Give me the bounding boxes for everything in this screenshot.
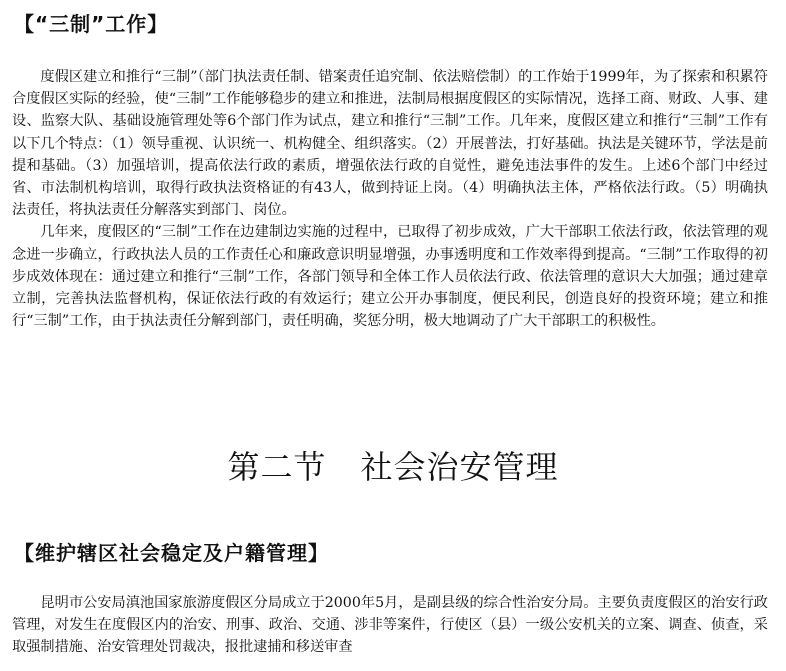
paragraph: 几年来，度假区的“三制”工作在边建制边实施的过程中，已取得了初步成效，广大干部职工依法行政，依法管理的观念进一步确立，行政执法人员的工作责任心和廉政意识明显增强，办事透明度和工作效率得到提高。“三制”工作取得的初步成效体现在：通过建立和推行“三制”工作，各部门领导和全体工作人员依法行政、依法管理的意识大大加强；通过建章立制，完善执法监督机构，保证依法行政的有效运行；建立公开办事制度，便民利民，创造良好的投资环境；建立和推行“三制”工作，由于执法责任分解到部门，责任明确，奖惩分明，极大地调动了广大干部职工的积极性。 bbox=[12, 224, 768, 330]
section-body-social-stability bbox=[12, 592, 768, 659]
section-body-three-systems bbox=[12, 66, 768, 332]
section-name: 社会治安管理 bbox=[360, 448, 559, 486]
paragraph: 昆明市公安局滇池国家旅游度假区分局成立于2000年5月，是副县级的综合性治安分局。主要负责度假区的治安行政管理，对发生在度假区内的治安、刑事、政治、交通、涉非等案件，行使区（县）一级公安机关的立案、调查、侦查，采取强制措施、治安管理处罚裁决，报批逮捕和移送审查 bbox=[12, 595, 768, 656]
section-number: 第二节 bbox=[227, 448, 327, 486]
section-heading-three-systems: 【“三制”工作】 bbox=[14, 12, 169, 36]
paragraph: 度假区建立和推行“三制”（部门执法责任制、错案责任追究制、依法赔偿制）的工作始于1999年，为了探索和积累符合度假区实际的经验，使“三制”工作能够稳步的建立和推进，法制局根据度假区的实际情况，选择工商、财政、人事、建设、监察大队、基础设施管理处等6个部门作为试点，建立和推行“三制”工作。几年来，度假区建立和推行“三制”工作有以下几个特点：（1）领导重视、认识统一、机构健全、组织落实。（2）开展普法，打好基础。执法是关键环节，学法是前提和基础。（3）加强培训，提高依法行政的素质，增强依法行政的自觉性，避免违法事件的发生。上述6个部门中经过省、市法制机构培训，取得行政执法资格证的有43人，做到持证上岗。（4）明确执法主体，严格依法行政。（5）明确执法责任，将执法责任分解落实到部门、岗位。 bbox=[12, 69, 768, 219]
chapter-section-title bbox=[0, 442, 786, 488]
section-heading-social-stability: 【维护辖区社会稳定及户籍管理】 bbox=[14, 541, 329, 565]
